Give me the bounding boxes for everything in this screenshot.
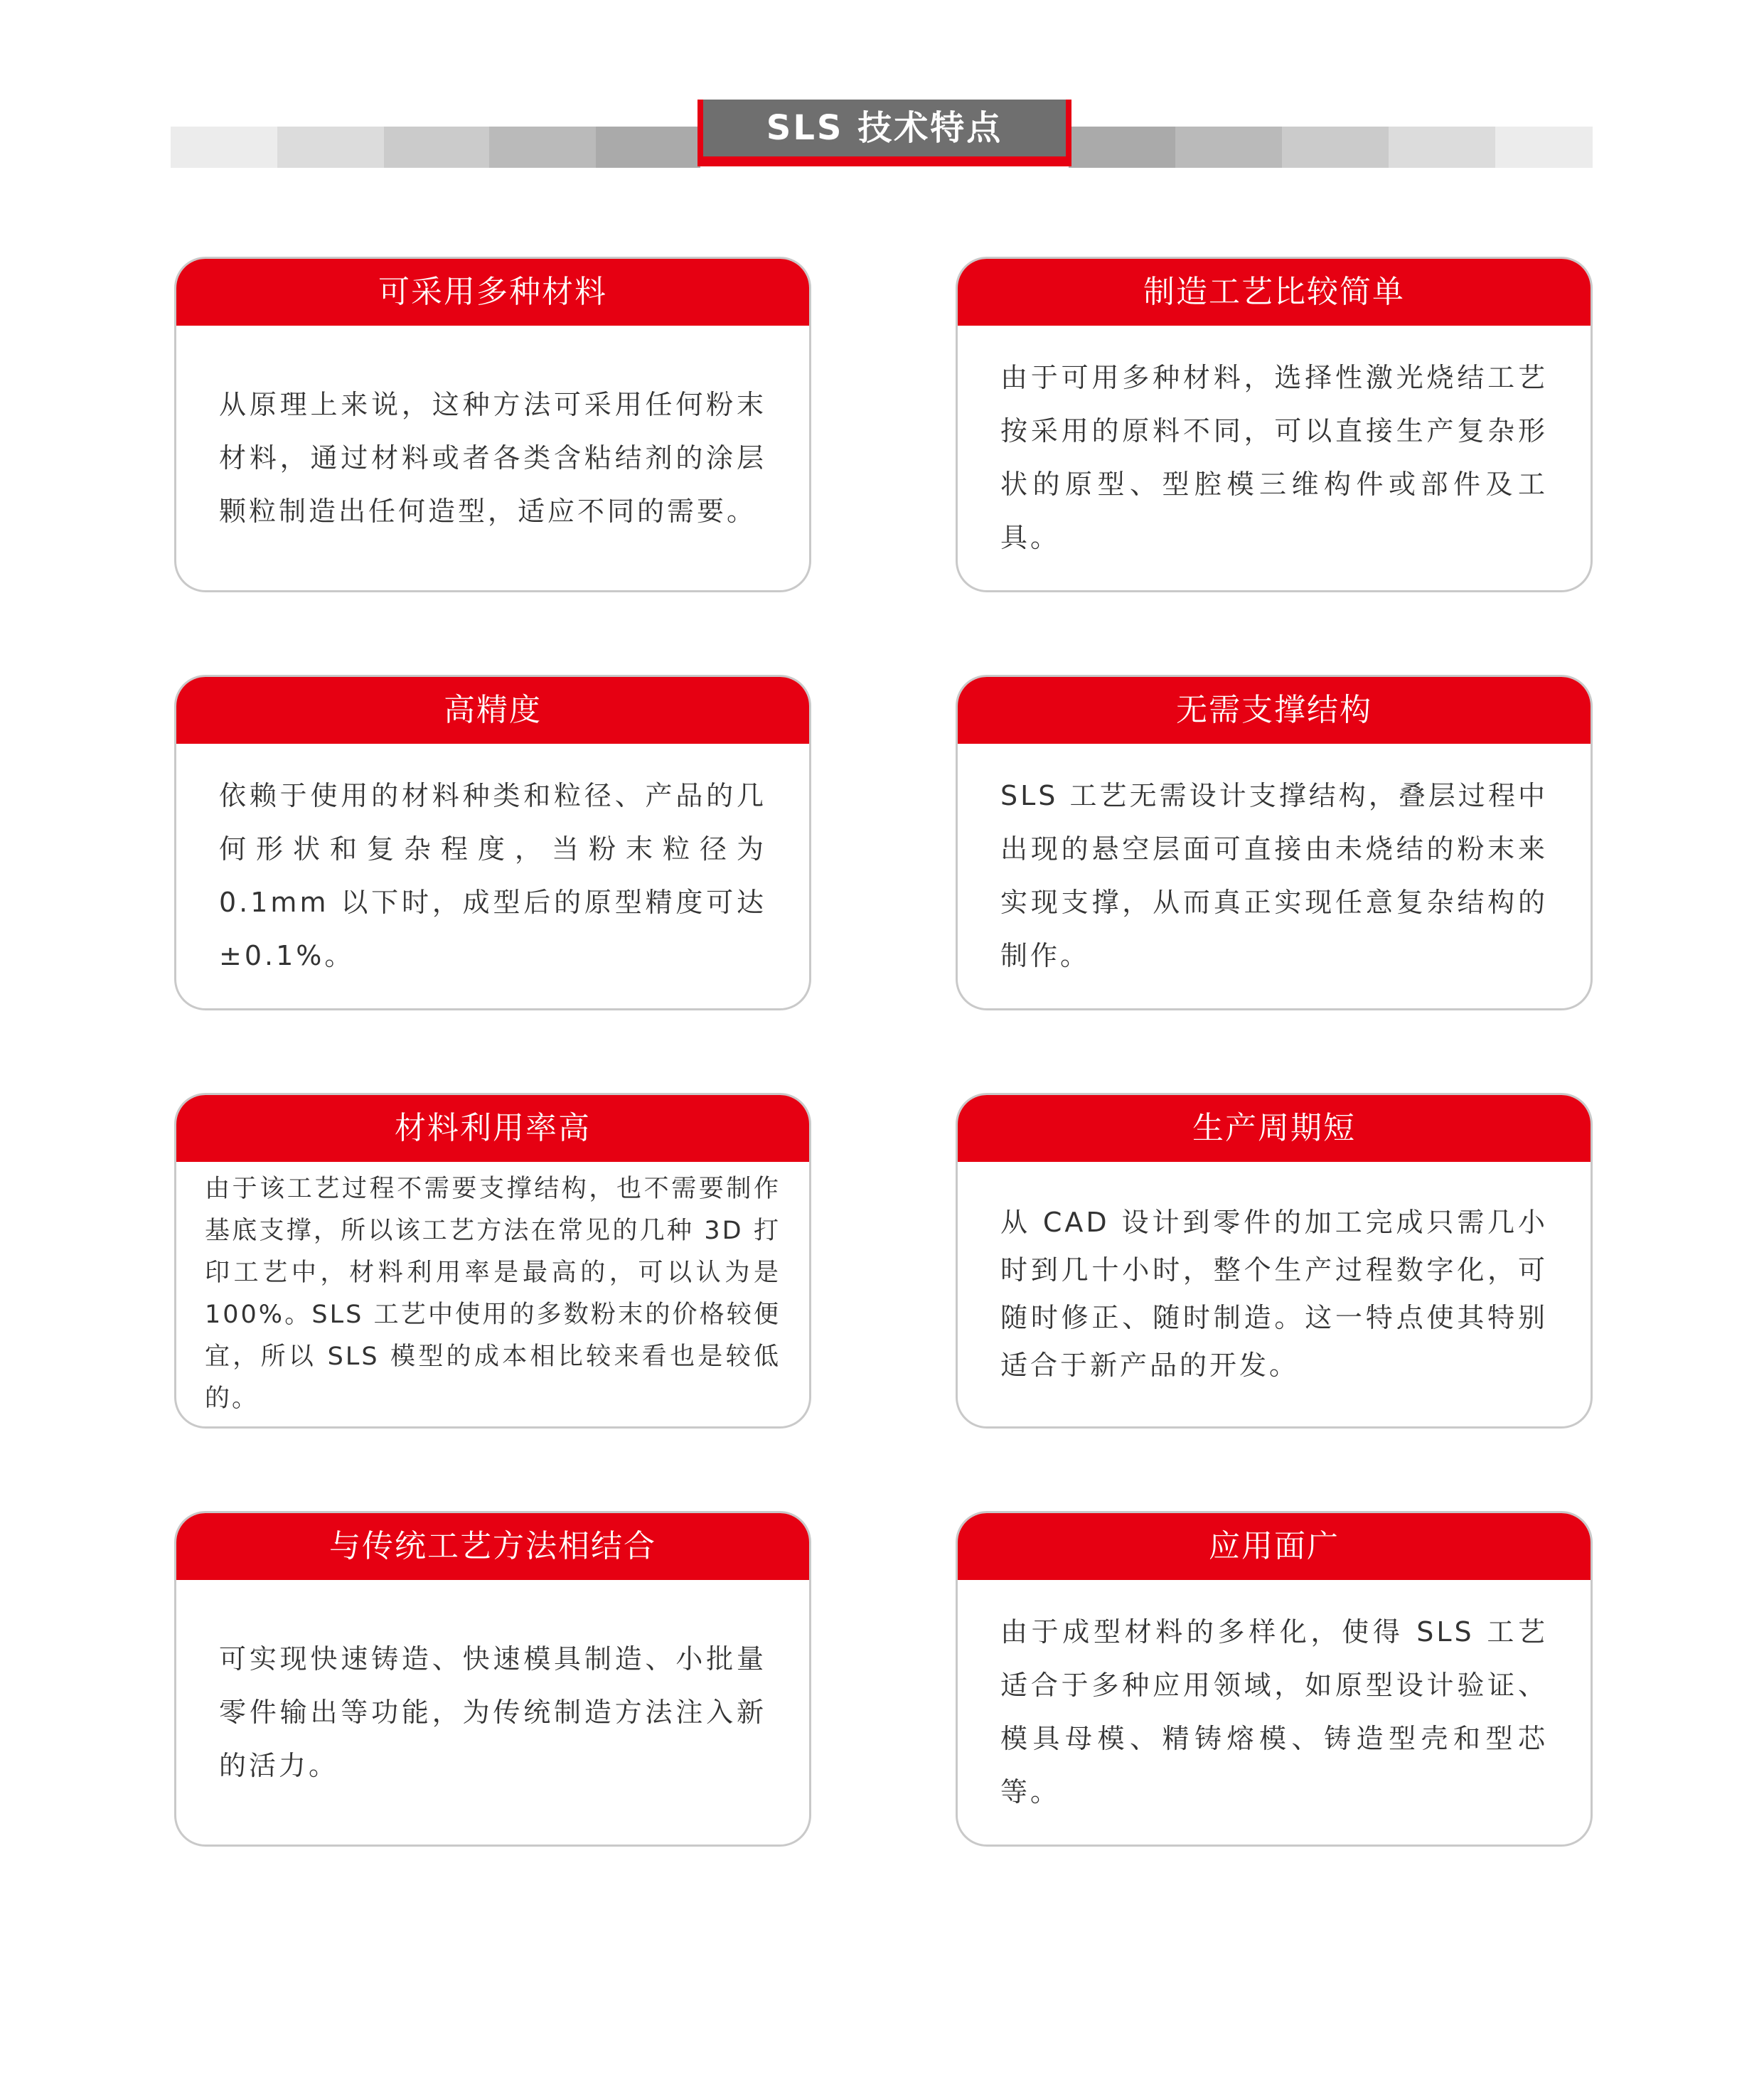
feature-card-text: 依赖于使用的材料种类和粒径、产品的几何形状和复杂程度，当粉末粒径为 0.1mm 以下时，成型后的原型精度可达 ±0.1%。 — [219, 780, 766, 971]
banner-segment — [596, 127, 700, 168]
feature-card-text: 由于成型材料的多样化，使得 SLS 工艺适合于多种应用领域，如原型设计验证、模具母模、精铸熔模、铸造型壳和型芯等。 — [1000, 1616, 1548, 1808]
banner-segment — [1282, 127, 1389, 168]
feature-card-materials — [174, 257, 811, 592]
feature-card-no-support — [956, 675, 1593, 1010]
banner-segment — [1389, 127, 1495, 168]
title-tab — [700, 100, 1069, 166]
feature-card-text: 从 CAD 设计到零件的加工完成只需几小时到几十小时，整个生产过程数字化，可随时修正、随时制造。这一特点使其特别适合于新产品的开发。 — [1000, 1207, 1548, 1381]
page-title: SLS 技术特点 — [766, 108, 1003, 148]
banner-segment — [384, 127, 489, 168]
feature-card-title: 与传统工艺方法相结合 — [176, 1513, 809, 1580]
feature-card-text: SLS 工艺无需设计支撑结构，叠层过程中出现的悬空层面可直接由未烧结的粉末来实现支撑，从而真正实现任意复杂结构的制作。 — [1000, 780, 1548, 971]
feature-card-text: 可实现快速铸造、快速模具制造、小批量零件输出等功能，为传统制造方法注入新的活力。 — [219, 1643, 766, 1781]
feature-card-precision — [174, 675, 811, 1010]
feature-card-title: 应用面广 — [958, 1513, 1591, 1580]
banner-segment — [489, 127, 596, 168]
feature-card-text: 由于可用多种材料，选择性激光烧结工艺按采用的原料不同，可以直接生产复杂形状的原型、型腔模三维构件或部件及工具。 — [1000, 362, 1548, 553]
feature-card-text: 从原理上来说，这种方法可采用任何粉末材料，通过材料或者各类含粘结剂的涂层颗粒制造出任何造型，适应不同的需要。 — [219, 388, 766, 527]
feature-card-title: 材料利用率高 — [176, 1095, 809, 1162]
feature-card-title: 生产周期短 — [958, 1095, 1591, 1162]
banner-segment — [1069, 127, 1175, 168]
banner-segment — [277, 127, 384, 168]
banner-segment — [171, 127, 277, 168]
feature-card-utilization — [174, 1093, 811, 1429]
feature-card-title: 制造工艺比较简单 — [958, 259, 1591, 326]
feature-card-applications — [956, 1511, 1593, 1847]
feature-card-short-cycle — [956, 1093, 1593, 1429]
feature-card-title: 高精度 — [176, 677, 809, 744]
banner-segment — [1175, 127, 1282, 168]
feature-card-text: 由于该工艺过程不需要支撑结构，也不需要制作基底支撑，所以该工艺方法在常见的几种 3D 打印工艺中，材料利用率是最高的，可以认为是 100%。SLS 工艺中使用的多数粉末的价格较便宜，所以 SLS 模型的成本相比较来看也是较低的。 — [205, 1175, 781, 1413]
feature-card-traditional — [174, 1511, 811, 1847]
feature-card-simple-process — [956, 257, 1593, 592]
feature-card-title: 可采用多种材料 — [176, 259, 809, 326]
banner-segment — [1495, 127, 1593, 168]
feature-card-title: 无需支撑结构 — [958, 677, 1591, 744]
